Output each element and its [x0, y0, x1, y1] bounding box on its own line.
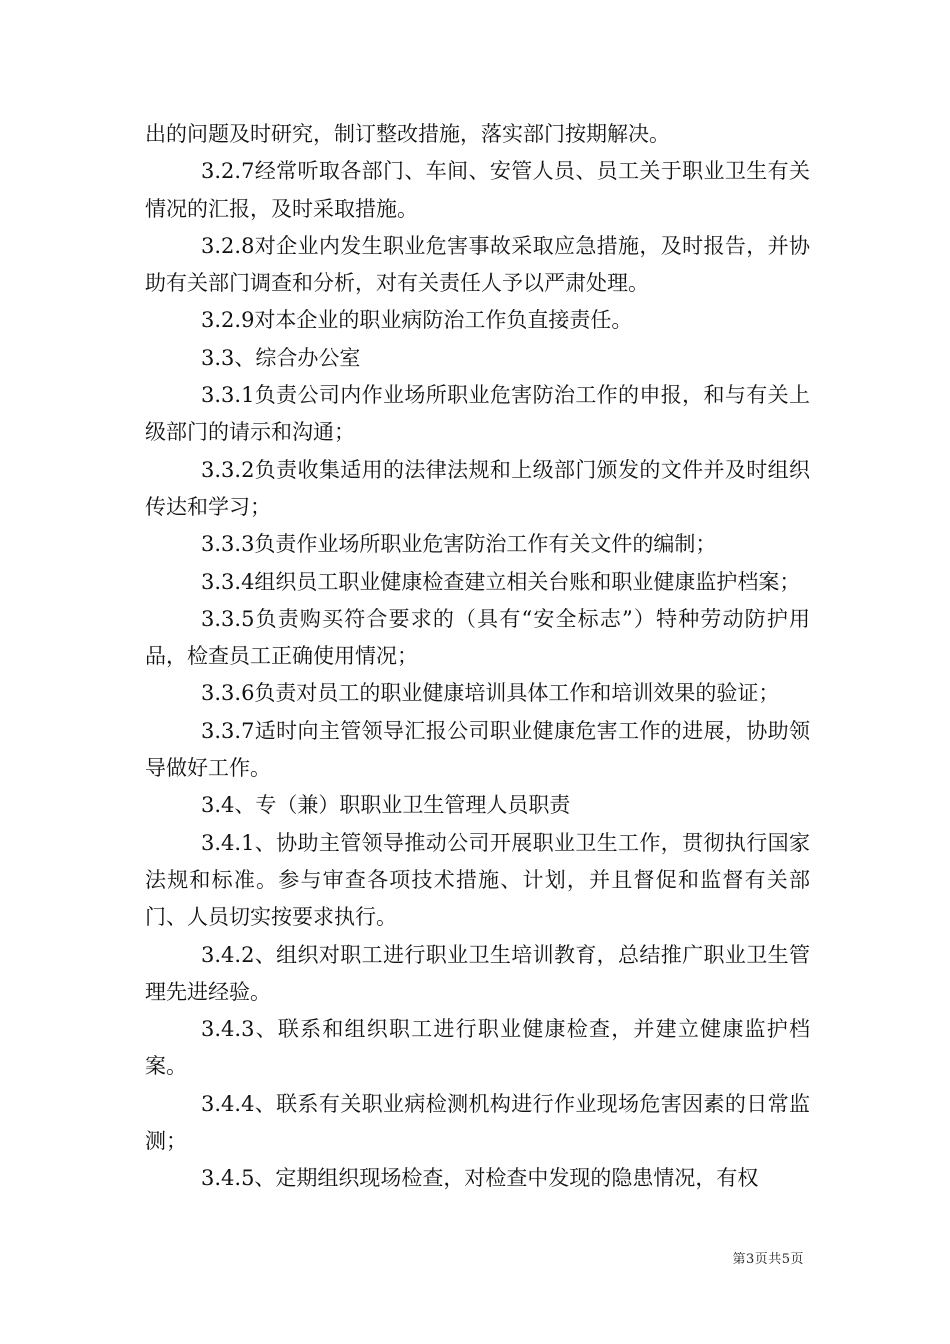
section-heading: 3.3、综合办公室 [201, 345, 361, 370]
document-body [145, 116, 810, 1198]
paragraph: 3.3.3负责作业场所职业危害防治工作有关文件的编制； [201, 532, 717, 557]
paragraph: 出的问题及时研究，制订整改措施，落实部门按期解决。 [145, 122, 670, 146]
paragraph: 3.4.1、协助主管领导推动公司开展职业卫生工作，贯彻执行国家法规和标准。参与审查各项技术措施、计划，并且督促和监督有关部门、人员切实按要求执行。 [145, 830, 810, 930]
paragraph: 3.2.9对本企业的职业病防治工作负直接责任。 [201, 308, 633, 333]
paragraph: 3.2.8对企业内发生职业危害事故采取应急措施，及时报告，并协助有关部门调查和分析，对有关责任人予以严肃处理。 [145, 233, 810, 296]
paragraph: 3.3.2负责收集适用的法律法规和上级部门颁发的文件并及时组织传达和学习； [145, 457, 810, 519]
paragraph: 3.4.2、组织对职工进行职业卫生培训教育，总结推广职业卫生管理先进经验。 [145, 942, 810, 1004]
page-number: 第3页共5页 [732, 1252, 804, 1267]
section-heading: 3.4、专（兼）职职业卫生管理人员职责 [201, 793, 571, 818]
paragraph: 3.4.4、联系有关职业病检测机构进行作业现场危害因素的日常监测； [145, 1091, 810, 1154]
paragraph: 3.4.5、定期组织现场检查，对检查中发现的隐患情况，有权 [201, 1166, 759, 1191]
paragraph: 3.3.1负责公司内作业场所职业危害防治工作的申报，和与有关上级部门的请示和沟通； [145, 383, 810, 445]
paragraph: 3.4.3、联系和组织职工进行职业健康检查，并建立健康监护档案。 [145, 1017, 810, 1079]
paragraph: 3.3.4组织员工职业健康检查建立相关台账和职业健康监护档案； [201, 569, 801, 594]
paragraph: 3.2.7经常听取各部门、车间、安管人员、员工关于职业卫生有关情况的汇报，及时采取措施。 [145, 159, 810, 221]
paragraph: 3.3.6负责对员工的职业健康培训具体工作和培训效果的验证； [201, 681, 780, 706]
paragraph: 3.3.5负责购买符合要求的（具有“安全标志”）特种劳动防护用品，检查员工正确使用情况； [145, 606, 810, 669]
paragraph: 3.3.7适时向主管领导汇报公司职业健康危害工作的进展，协助领导做好工作。 [145, 718, 810, 781]
